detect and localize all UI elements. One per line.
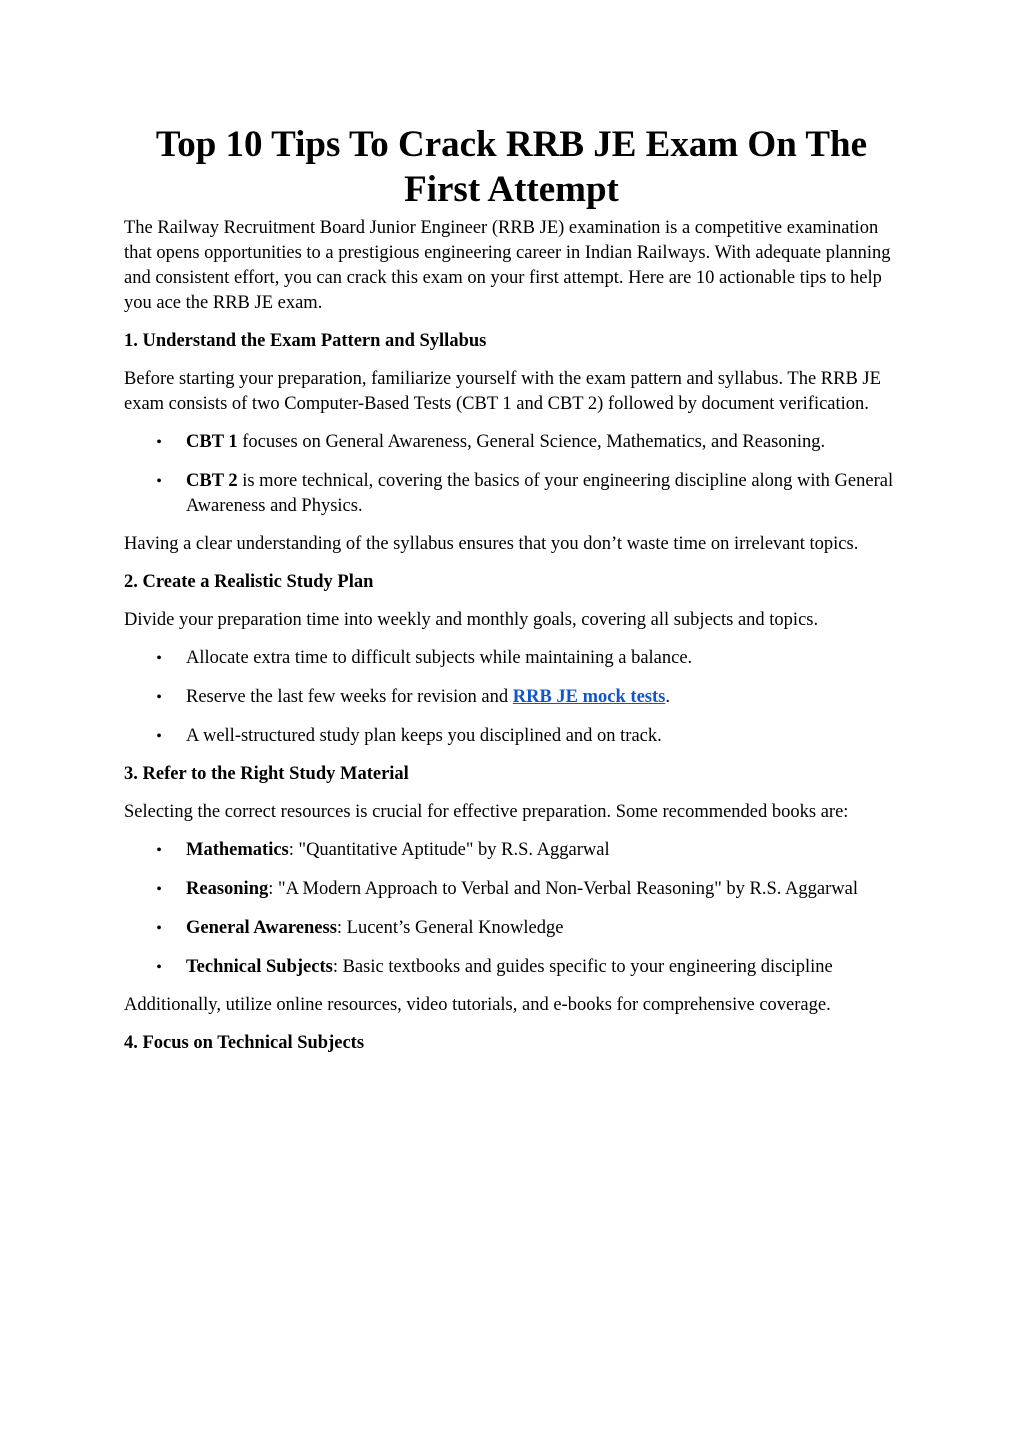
document-title: Top 10 Tips To Crack RRB JE Exam On The First Attempt bbox=[155, 124, 868, 210]
list-item-bold: Reasoning bbox=[186, 879, 269, 899]
list-item bbox=[124, 469, 899, 519]
bullet-icon: • bbox=[156, 728, 162, 745]
mock-tests-link[interactable]: RRB JE mock tests bbox=[512, 687, 666, 707]
list-item-text: focuses on General Awareness, General Science, Mathematics, and Reasoning. bbox=[237, 432, 826, 452]
list-item-bold: CBT 2 bbox=[186, 471, 238, 491]
list-item-text: . bbox=[665, 687, 670, 707]
section-1-heading: 1. Understand the Exam Pattern and Syllabus bbox=[124, 331, 487, 351]
section-3-closing-paragraph: Additionally, utilize online resources, video tutorials, and e-books for comprehensive coverage. bbox=[124, 995, 831, 1015]
section-2-heading: 2. Create a Realistic Study Plan bbox=[124, 572, 374, 592]
section-1-list bbox=[124, 430, 899, 519]
section-2-paragraph: Divide your preparation time into weekly and monthly goals, covering all subjects and topics. bbox=[124, 610, 819, 630]
list-item-text: Allocate extra time to difficult subjects while maintaining a balance. bbox=[186, 648, 693, 668]
section-3-list bbox=[124, 838, 899, 980]
bullet-icon: • bbox=[156, 959, 162, 976]
list-item bbox=[124, 877, 899, 902]
list-item bbox=[124, 916, 899, 941]
bullet-icon: • bbox=[156, 920, 162, 937]
list-item-bold: General Awareness bbox=[186, 918, 337, 938]
list-item-text: : Basic textbooks and guides specific to your engineering discipline bbox=[332, 957, 833, 977]
section-1-paragraph: Before starting your preparation, familiarize yourself with the exam pattern and syllabus. The RRB JE exam consists of two Computer-Based Tests (CBT 1 and CBT 2) followed by document verification. bbox=[124, 369, 881, 414]
list-item-text: : "Quantitative Aptitude" by R.S. Aggarwal bbox=[288, 840, 610, 860]
list-item bbox=[124, 430, 899, 455]
section-1-closing-paragraph: Having a clear understanding of the syllabus ensures that you don’t waste time on irrelevant topics. bbox=[124, 534, 859, 554]
list-item-text: A well-structured study plan keeps you disciplined and on track. bbox=[186, 726, 662, 746]
section-4-heading: 4. Focus on Technical Subjects bbox=[124, 1033, 365, 1053]
bullet-icon: • bbox=[156, 689, 162, 706]
bullet-icon: • bbox=[156, 881, 162, 898]
list-item-text: is more technical, covering the basics of your engineering discipline along with General Awareness and Physics. bbox=[186, 471, 894, 516]
list-item bbox=[124, 646, 899, 671]
list-item bbox=[124, 955, 899, 980]
intro-paragraph: The Railway Recruitment Board Junior Engineer (RRB JE) examination is a competitive examination that opens opportunities to a prestigious engineering career in Indian Railways. With adequate planning and consistent effort, you can crack this exam on your first attempt. Here are 10 actionable tips to help you ace the RRB JE exam. bbox=[124, 218, 891, 313]
bullet-icon: • bbox=[156, 650, 162, 667]
list-item-text: : "A Modern Approach to Verbal and Non-Verbal Reasoning" by R.S. Aggarwal bbox=[268, 879, 858, 899]
section-3-paragraph: Selecting the correct resources is crucial for effective preparation. Some recommended books are: bbox=[124, 802, 849, 822]
list-item-bold: CBT 1 bbox=[186, 432, 238, 452]
list-item bbox=[124, 685, 899, 710]
list-item-bold: Mathematics bbox=[186, 840, 289, 860]
section-3-heading: 3. Refer to the Right Study Material bbox=[124, 764, 409, 784]
bullet-icon: • bbox=[156, 434, 162, 451]
list-item bbox=[124, 838, 899, 863]
bullet-icon: • bbox=[156, 473, 162, 490]
bullet-icon: • bbox=[156, 842, 162, 859]
section-2-list bbox=[124, 646, 899, 749]
list-item-text: : Lucent’s General Knowledge bbox=[336, 918, 564, 938]
list-item-text: Reserve the last few weeks for revision and bbox=[186, 687, 513, 707]
list-item bbox=[124, 724, 899, 749]
list-item-bold: Technical Subjects bbox=[186, 957, 333, 977]
